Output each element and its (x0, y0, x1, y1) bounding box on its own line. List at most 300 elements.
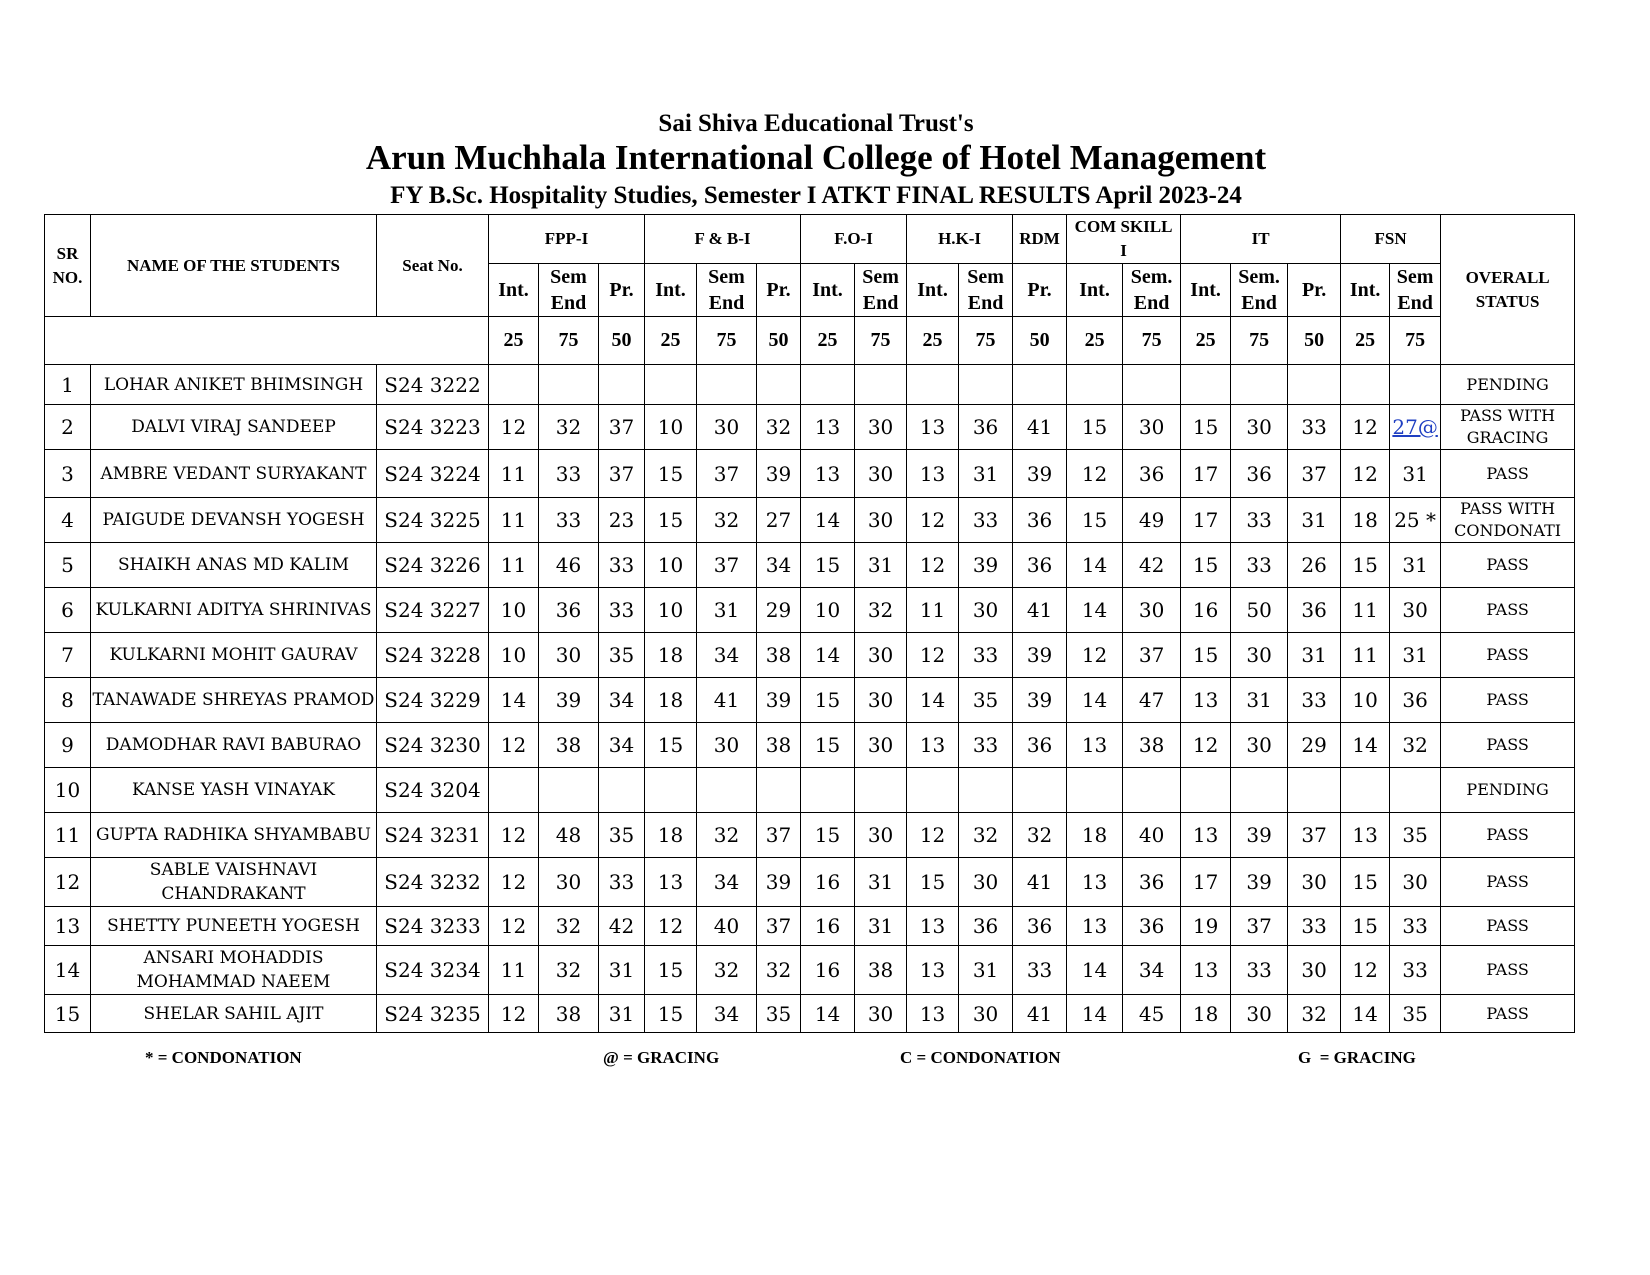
subject-header: FSN (1341, 215, 1441, 264)
marks-cell (801, 450, 855, 498)
seat-no-cell: S24 3222 (377, 365, 489, 405)
marks-cell (645, 907, 697, 946)
marks-value: 40 (1138, 823, 1165, 847)
marks-cell (1123, 450, 1181, 498)
marks-value: 36 (1246, 461, 1272, 486)
marks-value: 36 (1402, 688, 1428, 712)
marks-value: 15 (814, 553, 841, 577)
max-marks-cell: 75 (855, 317, 907, 365)
overall-status-cell: PASS (1441, 723, 1575, 768)
marks-cell (489, 633, 539, 678)
marks-cell (1231, 405, 1288, 450)
student-name-cell: ANSARI MOHADDIS MOHAMMAD NAEEM (91, 946, 377, 995)
marks-value: 29 (1301, 733, 1327, 757)
table-row (45, 813, 1575, 858)
component-header: Int. (907, 264, 959, 317)
marks-cell (1288, 405, 1341, 450)
marks-cell (1288, 768, 1341, 813)
marks-value: 32 (765, 958, 792, 982)
trust-name: Sai Shiva Educational Trust's (658, 110, 974, 137)
marks-value: 38 (555, 733, 582, 757)
marks-cell (539, 365, 599, 405)
marks-cell (1231, 723, 1288, 768)
marks-cell (1390, 588, 1441, 633)
marks-cell (855, 405, 907, 450)
marks-cell (539, 678, 599, 723)
marks-cell (539, 498, 599, 543)
marks-value: 15 (657, 733, 684, 757)
marks-value: 46 (555, 553, 582, 577)
marks-cell (1013, 588, 1067, 633)
marks-value: 38 (1138, 733, 1165, 757)
seat-no-cell: S24 3230 (377, 723, 489, 768)
student-name-cell: AMBRE VEDANT SURYAKANT (91, 450, 377, 498)
seat-no-header: Seat No. (377, 215, 489, 317)
marks-cell (907, 588, 959, 633)
sr-no-cell: 13 (45, 907, 91, 946)
marks-cell (959, 946, 1013, 995)
marks-cell (599, 678, 645, 723)
marks-value: 12 (500, 914, 527, 938)
marks-cell (539, 405, 599, 450)
marks-cell (907, 907, 959, 946)
table-row (45, 723, 1575, 768)
marks-value: 30 (867, 461, 894, 486)
marks-value: 38 (765, 733, 792, 757)
marks-cell (1013, 995, 1067, 1033)
marks-value: 14 (1081, 553, 1108, 577)
marks-value: 32 (765, 415, 792, 439)
marks-cell (539, 907, 599, 946)
max-marks-cell: 75 (1231, 317, 1288, 365)
marks-value: 13 (1192, 823, 1219, 847)
marks-value: 41 (1026, 415, 1053, 439)
marks-cell (1181, 723, 1231, 768)
marks-value: 32 (713, 508, 740, 532)
marks-cell (1288, 450, 1341, 498)
marks-cell (1181, 678, 1231, 723)
marks-value: 33 (1301, 914, 1327, 938)
max-marks-cell: 25 (801, 317, 855, 365)
marks-cell (907, 813, 959, 858)
marks-cell (801, 907, 855, 946)
marks-value: 33 (972, 508, 999, 532)
marks-value: 32 (555, 914, 582, 938)
marks-cell (1013, 543, 1067, 588)
marks-cell (757, 365, 801, 405)
subject-header: F & B-I (645, 215, 801, 264)
marks-cell (1013, 723, 1067, 768)
marks-cell (645, 995, 697, 1033)
subject-header: IT (1181, 215, 1341, 264)
component-header: Int. (801, 264, 855, 317)
marks-value: 10 (500, 598, 527, 622)
marks-value: 30 (867, 508, 894, 532)
marks-cell (645, 633, 697, 678)
marks-value: 39 (1246, 823, 1272, 847)
marks-cell (801, 858, 855, 907)
marks-value: 36 (1138, 914, 1165, 938)
marks-cell (907, 498, 959, 543)
marks-value: 14 (814, 643, 841, 667)
marks-cell (1341, 633, 1390, 678)
marks-value: 36 (1138, 461, 1165, 486)
overall-status-cell: PASS (1441, 633, 1575, 678)
legend-gracing-g: G = GRACING (1298, 1048, 1416, 1067)
marks-value: 38 (765, 643, 792, 667)
marks-value: 12 (500, 870, 527, 894)
overall-status-cell: PASS (1441, 813, 1575, 858)
marks-value: 33 (1301, 415, 1327, 439)
marks-cell (599, 858, 645, 907)
marks-value: 30 (1246, 733, 1272, 757)
marks-cell (1067, 678, 1123, 723)
seat-no-cell: S24 3231 (377, 813, 489, 858)
marks-cell (1123, 858, 1181, 907)
max-marks-cell: 25 (489, 317, 539, 365)
marks-value: 14 (1352, 733, 1378, 757)
marks-cell (1231, 768, 1288, 813)
subject-header: H.K-I (907, 215, 1013, 264)
marks-cell (1390, 946, 1441, 995)
exam-title: FY B.Sc. Hospitality Studies, Semester I ATKT FINAL RESULTS April 2023-24 (390, 182, 1242, 209)
sr-no-cell: 8 (45, 678, 91, 723)
marks-value: 37 (713, 553, 740, 577)
marks-cell (539, 543, 599, 588)
marks-cell (1067, 858, 1123, 907)
sr-no-cell: 5 (45, 543, 91, 588)
student-name-cell: KANSE YASH VINAYAK (91, 768, 377, 813)
marks-cell (645, 768, 697, 813)
marks-value: 13 (1192, 688, 1219, 712)
marks-cell (855, 588, 907, 633)
marks-cell (757, 450, 801, 498)
marks-value: 41 (1026, 598, 1053, 622)
marks-cell (1181, 907, 1231, 946)
marks-value: 31 (972, 958, 999, 982)
marks-cell (907, 995, 959, 1033)
marks-value: 12 (657, 914, 684, 938)
marks-cell (697, 813, 757, 858)
marks-value: 34 (608, 688, 635, 712)
marks-value: 15 (657, 508, 684, 532)
marks-value: 39 (1026, 643, 1053, 667)
marks-cell (1067, 588, 1123, 633)
marks-cell (959, 450, 1013, 498)
marks-value: 32 (713, 823, 740, 847)
marks-cell (599, 405, 645, 450)
student-name-cell: SABLE VAISHNAVI CHANDRAKANT (91, 858, 377, 907)
marks-value: 12 (1192, 733, 1219, 757)
marks-cell (1390, 768, 1441, 813)
marks-value: 31 (1402, 553, 1428, 577)
marks-value: 33 (972, 643, 999, 667)
marks-cell (697, 768, 757, 813)
marks-cell (1288, 678, 1341, 723)
marks-cell (539, 768, 599, 813)
marks-value: 37 (765, 914, 792, 938)
marks-value: 31 (867, 870, 894, 894)
marks-cell (757, 907, 801, 946)
marks-value: 15 (814, 688, 841, 712)
marks-cell (1181, 543, 1231, 588)
marks-value: 36 (972, 415, 999, 439)
marks-cell (801, 723, 855, 768)
sr-no-cell: 15 (45, 995, 91, 1033)
marks-cell (855, 858, 907, 907)
table-row (45, 995, 1575, 1033)
marks-value: 15 (657, 958, 684, 982)
marks-cell (1123, 946, 1181, 995)
marks-value: 16 (814, 958, 841, 982)
marks-cell (1013, 813, 1067, 858)
marks-value: 11 (500, 553, 527, 577)
marks-value: 12 (1352, 415, 1378, 439)
marks-value: 15 (1352, 553, 1378, 577)
marks-value: 40 (713, 914, 740, 938)
marks-cell (645, 858, 697, 907)
marks-value: 31 (608, 958, 635, 982)
seat-no-cell: S24 3223 (377, 405, 489, 450)
marks-cell (645, 405, 697, 450)
marks-cell (697, 946, 757, 995)
marks-value: 30 (1138, 415, 1165, 439)
marks-value: 13 (1352, 823, 1378, 847)
marks-value: 15 (919, 870, 946, 894)
sr-no-cell: 6 (45, 588, 91, 633)
marks-cell (801, 768, 855, 813)
component-header: Sem End (697, 264, 757, 317)
marks-cell (539, 450, 599, 498)
marks-value: 33 (1301, 688, 1327, 712)
marks-cell (1288, 543, 1341, 588)
marks-cell (1123, 543, 1181, 588)
marks-cell (1390, 723, 1441, 768)
marks-cell (1181, 633, 1231, 678)
marks-cell (1013, 768, 1067, 813)
marks-cell (1123, 498, 1181, 543)
marks-value: 15 (1081, 415, 1108, 439)
marks-value: 33 (1246, 958, 1272, 982)
marks-value: 30 (972, 1001, 999, 1026)
marks-value: 15 (1081, 508, 1108, 532)
sr-no-cell: 4 (45, 498, 91, 543)
marks-value: 12 (1352, 461, 1378, 486)
marks-cell (1231, 678, 1288, 723)
student-name-cell: SHELAR SAHIL AJIT (91, 995, 377, 1033)
marks-value: 12 (1081, 643, 1108, 667)
marks-cell (907, 633, 959, 678)
marks-value: 32 (555, 958, 582, 982)
marks-value: 32 (1026, 823, 1053, 847)
marks-value: 15 (657, 1001, 684, 1026)
marks-value: 13 (919, 415, 946, 439)
overall-status-cell: PASS (1441, 588, 1575, 633)
marks-cell (1341, 450, 1390, 498)
marks-value: 47 (1138, 688, 1165, 712)
marks-value: 36 (1138, 870, 1165, 894)
marks-value: 12 (919, 508, 946, 532)
marks-cell (1231, 543, 1288, 588)
marks-cell (907, 405, 959, 450)
marks-value: 36 (555, 598, 582, 622)
marks-cell (959, 723, 1013, 768)
marks-cell (855, 813, 907, 858)
marks-cell (1288, 946, 1341, 995)
student-name-cell: GUPTA RADHIKA SHYAMBABU (91, 813, 377, 858)
marks-cell (599, 723, 645, 768)
marks-cell (645, 946, 697, 995)
marks-cell (801, 365, 855, 405)
marks-value: 31 (1301, 643, 1327, 667)
seat-no-cell: S24 3229 (377, 678, 489, 723)
marks-cell (1231, 450, 1288, 498)
marks-value: 12 (500, 415, 527, 439)
marks-cell (757, 543, 801, 588)
marks-value: 36 (972, 914, 999, 938)
marks-value: 10 (657, 598, 684, 622)
marks-cell (855, 365, 907, 405)
marks-cell (757, 768, 801, 813)
marks-cell (1067, 907, 1123, 946)
marks-value: 31 (1246, 688, 1272, 712)
marks-cell (855, 678, 907, 723)
marks-value: 39 (1026, 461, 1053, 486)
marks-cell (1181, 995, 1231, 1033)
marks-value: 41 (713, 688, 740, 712)
marks-value: 17 (1192, 870, 1219, 894)
marks-cell (539, 633, 599, 678)
marks-value: 18 (1192, 1001, 1219, 1026)
marks-value: 15 (1352, 914, 1378, 938)
marks-cell (959, 995, 1013, 1033)
marks-value: 33 (1246, 508, 1272, 532)
marks-value: 12 (1081, 461, 1108, 486)
max-marks-cell: 75 (697, 317, 757, 365)
overall-status-cell: PASS (1441, 858, 1575, 907)
marks-value: 37 (608, 415, 635, 439)
marks-cell (959, 588, 1013, 633)
table-row (45, 405, 1575, 450)
marks-value: 11 (1352, 643, 1378, 667)
sr-no-cell: 1 (45, 365, 91, 405)
subject-header: COM SKILL I (1067, 215, 1181, 264)
subject-header: F.O-I (801, 215, 907, 264)
marks-value: 31 (713, 598, 740, 622)
marks-cell (1013, 405, 1067, 450)
marks-cell (1013, 633, 1067, 678)
marks-cell (1067, 813, 1123, 858)
sr-no-cell: 12 (45, 858, 91, 907)
marks-value: 34 (765, 553, 792, 577)
overall-status-cell: PASS (1441, 543, 1575, 588)
marks-value: 34 (1138, 958, 1165, 982)
marks-value: 35 (765, 1001, 792, 1026)
component-header: Int. (489, 264, 539, 317)
marks-value: 33 (1402, 958, 1428, 982)
marks-cell (1231, 498, 1288, 543)
marks-cell (959, 365, 1013, 405)
marks-value: 34 (713, 870, 740, 894)
marks-cell (757, 678, 801, 723)
marks-value: 18 (657, 643, 684, 667)
marks-value: 10 (657, 415, 684, 439)
component-header: Sem End (539, 264, 599, 317)
marks-cell (1013, 946, 1067, 995)
marks-value: 14 (500, 688, 527, 712)
marks-value: 30 (555, 870, 582, 894)
marks-value: 30 (713, 733, 740, 757)
marks-cell (757, 946, 801, 995)
marks-cell (539, 995, 599, 1033)
marks-cell (599, 995, 645, 1033)
header-blank-cell (45, 317, 489, 365)
marks-value: 32 (713, 958, 740, 982)
seat-no-cell: S24 3235 (377, 995, 489, 1033)
marks-value: 39 (972, 553, 999, 577)
marks-cell (1181, 450, 1231, 498)
marks-value: 18 (1352, 508, 1378, 532)
marks-cell (539, 946, 599, 995)
marks-cell (959, 907, 1013, 946)
max-marks-cell: 50 (757, 317, 801, 365)
marks-cell (1390, 858, 1441, 907)
component-header: Sem End (959, 264, 1013, 317)
marks-value: 32 (1301, 1001, 1327, 1026)
marks-cell (697, 995, 757, 1033)
marks-cell (539, 723, 599, 768)
sr-no-cell: 7 (45, 633, 91, 678)
marks-cell (697, 588, 757, 633)
marks-value: 37 (1246, 914, 1272, 938)
marks-cell (1181, 498, 1231, 543)
marks-cell (489, 907, 539, 946)
marks-cell (855, 768, 907, 813)
marks-cell (907, 858, 959, 907)
table-row (45, 678, 1575, 723)
marks-value: 48 (555, 823, 582, 847)
marks-value: 16 (814, 914, 841, 938)
max-marks-cell: 25 (1181, 317, 1231, 365)
marks-value: 37 (1301, 461, 1327, 486)
marks-cell (1181, 858, 1231, 907)
overall-status-header: OVERALL STATUS (1441, 215, 1575, 365)
component-header: Sem. End (1231, 264, 1288, 317)
marks-cell (959, 858, 1013, 907)
marks-cell (599, 543, 645, 588)
marks-value: 17 (1192, 461, 1219, 486)
marks-value: 12 (1352, 958, 1378, 982)
marks-value: 30 (1246, 1001, 1272, 1026)
overall-status-cell: PENDING (1441, 768, 1575, 813)
marks-cell (1067, 633, 1123, 678)
marks-cell (1231, 995, 1288, 1033)
seat-no-cell: S24 3232 (377, 858, 489, 907)
sr-no-header: SR NO. (45, 215, 91, 317)
marks-cell (1067, 946, 1123, 995)
marks-cell (489, 498, 539, 543)
marks-cell (1390, 907, 1441, 946)
marks-value: 31 (1402, 643, 1428, 667)
marks-cell (855, 723, 907, 768)
marks-cell (599, 365, 645, 405)
marks-value: 13 (919, 914, 946, 938)
marks-value: 14 (814, 1001, 841, 1026)
marks-cell (1341, 678, 1390, 723)
marks-cell (907, 365, 959, 405)
component-header: Sem End (1390, 264, 1441, 317)
marks-value: 33 (972, 733, 999, 757)
